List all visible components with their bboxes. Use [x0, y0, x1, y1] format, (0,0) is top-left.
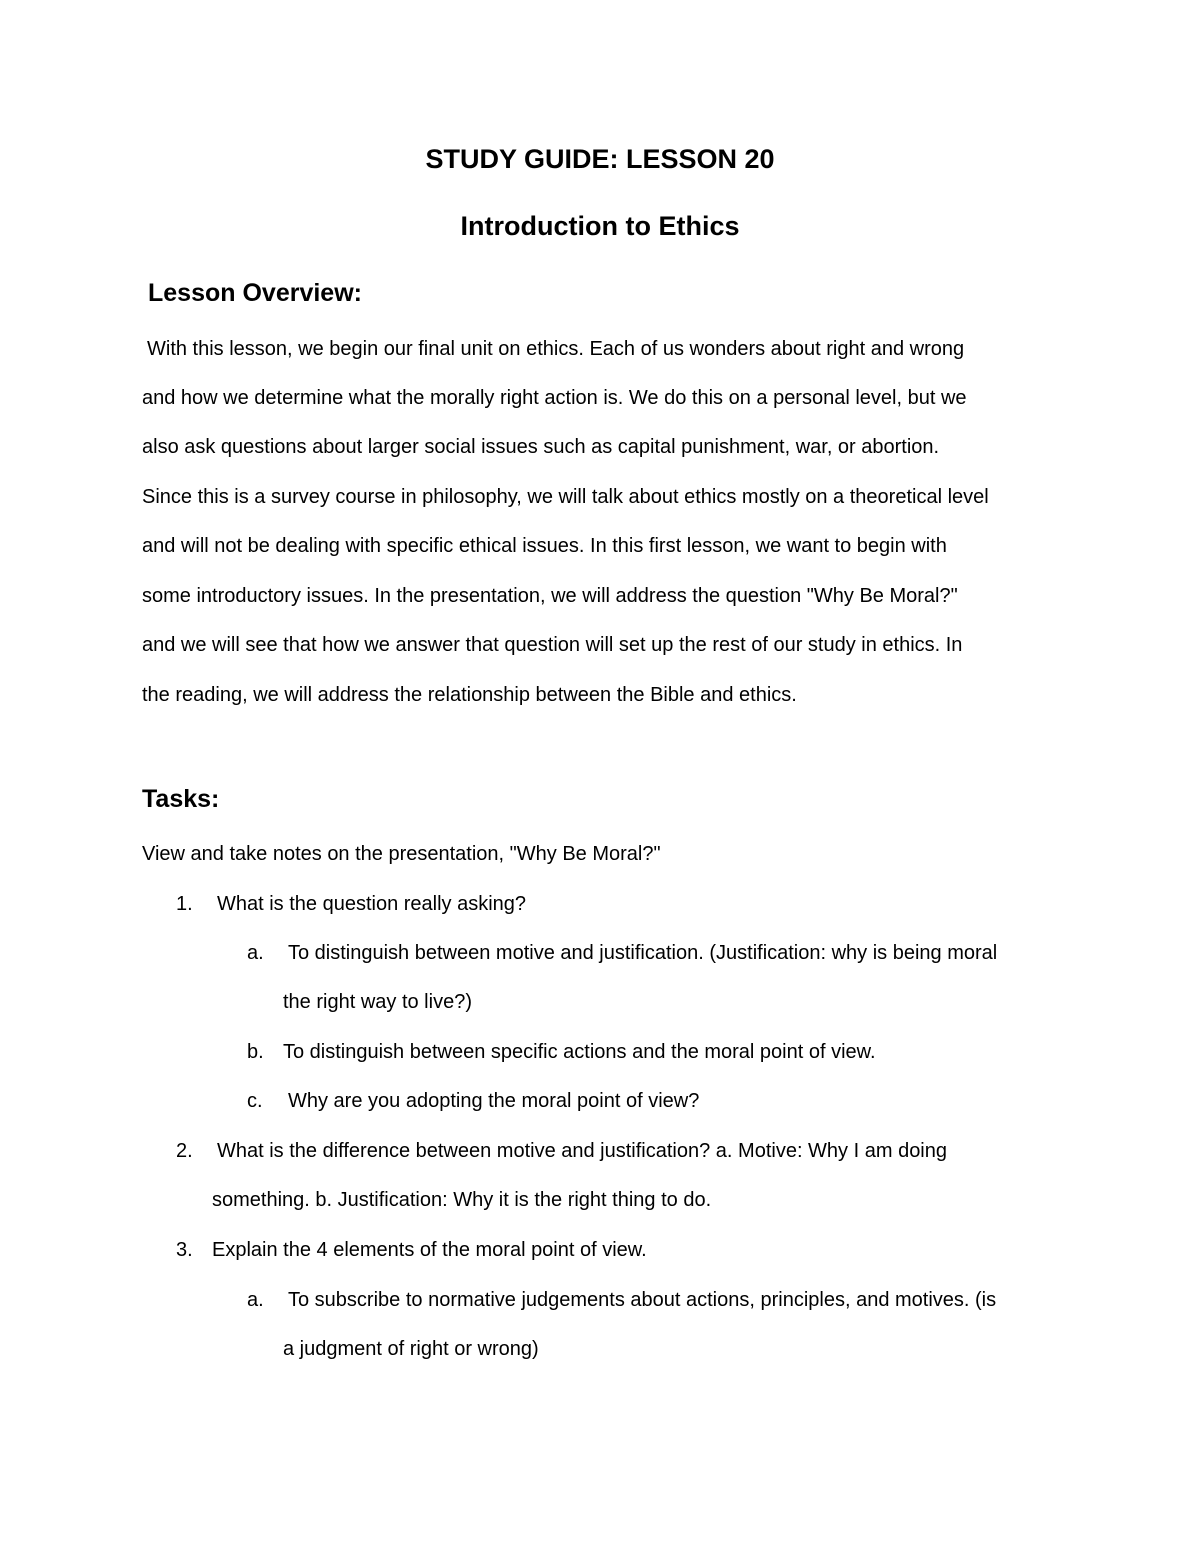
- overview-line: With this lesson, we begin our final unit on ethics. Each of us wonders about right and wrong: [147, 338, 965, 360]
- overview-line: some introductory issues. In the presentation, we will address the question "Why Be Moral?": [142, 585, 958, 607]
- list-item-text: Why are you adopting the moral point of view?: [288, 1090, 700, 1112]
- list-item-text: Explain the 4 elements of the moral point of view.: [212, 1239, 647, 1261]
- tasks-heading: Tasks:: [142, 785, 220, 813]
- list-marker: 1.: [176, 893, 193, 915]
- list-marker: a.: [247, 1289, 264, 1311]
- list-item-text: a judgment of right or wrong): [283, 1338, 539, 1360]
- document-title: STUDY GUIDE: LESSON 20: [425, 144, 775, 174]
- list-item-text: To distinguish between specific actions and the moral point of view.: [283, 1041, 876, 1063]
- list-item-text: What is the question really asking?: [217, 893, 527, 915]
- list-marker: 3.: [176, 1239, 193, 1261]
- list-marker: a.: [247, 942, 264, 964]
- tasks-intro: View and take notes on the presentation, "Why Be Moral?": [142, 843, 661, 865]
- list-marker: c.: [247, 1090, 263, 1112]
- overview-line: and will not be dealing with specific ethical issues. In this first lesson, we want to begin with: [142, 535, 947, 557]
- overview-line: also ask questions about larger social issues such as capital punishment, war, or abortion.: [142, 436, 940, 458]
- overview-line: Since this is a survey course in philosophy, we will talk about ethics mostly on a theoretical level: [142, 486, 989, 508]
- list-marker: b.: [247, 1041, 264, 1063]
- overview-line: the reading, we will address the relationship between the Bible and ethics.: [142, 684, 797, 706]
- overview-line: and we will see that how we answer that question will set up the rest of our study in ethics. In: [142, 634, 963, 656]
- list-item-text: To subscribe to normative judgements about actions, principles, and motives. (is: [288, 1289, 997, 1311]
- list-item-text: To distinguish between motive and justification. (Justification: why is being moral: [288, 942, 998, 964]
- overview-heading: Lesson Overview:: [148, 279, 362, 307]
- list-item-text: the right way to live?): [283, 991, 472, 1013]
- list-marker: 2.: [176, 1140, 193, 1162]
- list-item-text: What is the difference between motive and justification? a. Motive: Why I am doing: [217, 1140, 947, 1162]
- list-item-text: something. b. Justification: Why it is the right thing to do.: [212, 1189, 712, 1211]
- document-subtitle: Introduction to Ethics: [460, 211, 740, 241]
- overview-line: and how we determine what the morally right action is. We do this on a personal level, but we: [142, 387, 967, 409]
